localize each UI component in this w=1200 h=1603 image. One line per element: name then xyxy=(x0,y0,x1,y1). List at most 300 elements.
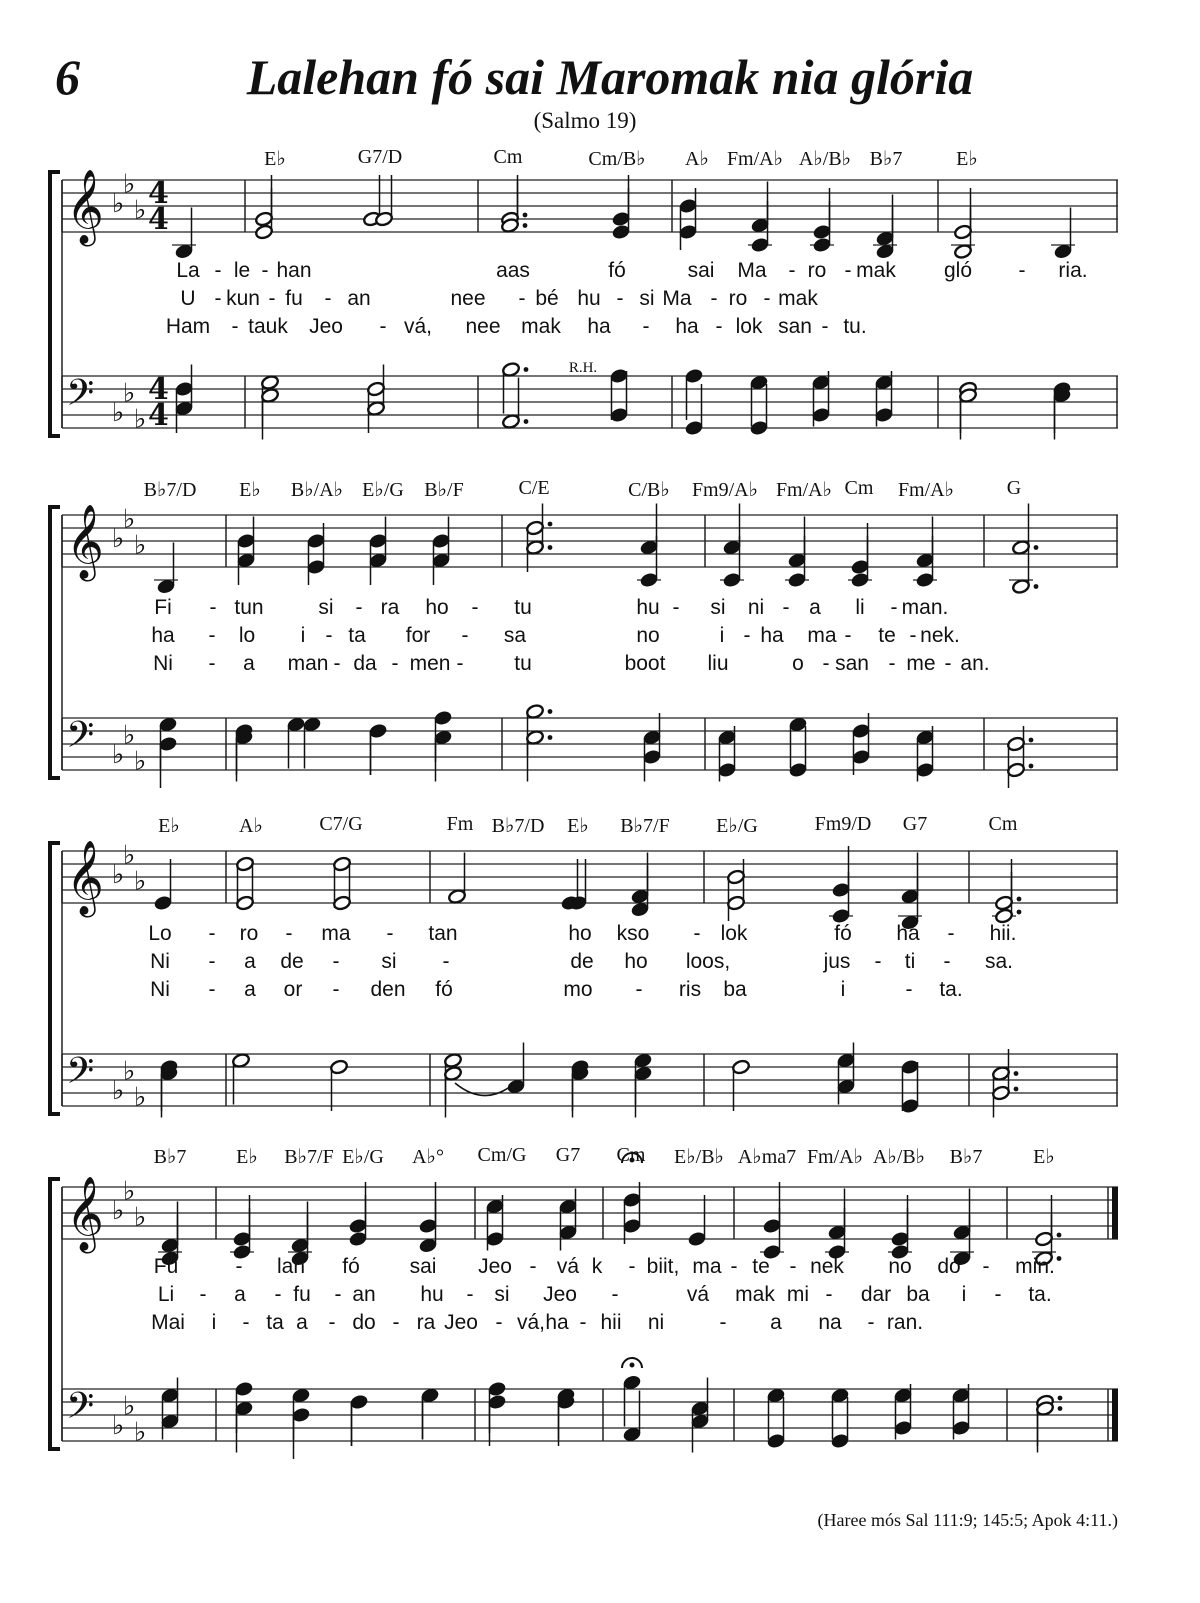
lyric-hyphen: - xyxy=(719,1311,727,1334)
lyric-hyphen: - xyxy=(642,315,650,338)
notehead xyxy=(952,1388,971,1404)
chord-symbol: E♭ xyxy=(1033,1146,1055,1168)
notehead xyxy=(727,869,746,885)
lyric-hyphen: - xyxy=(518,287,526,310)
lyric-hyphen: - xyxy=(628,1255,636,1278)
lyric-syllable: sai xyxy=(409,1255,437,1278)
lyric-hyphen: - xyxy=(334,1283,342,1306)
lyric-syllable: tu xyxy=(514,596,532,619)
lyric-hyphen: - xyxy=(208,978,216,1001)
lyric-syllable: Ham xyxy=(165,315,211,338)
lyric-hyphen: - xyxy=(392,1311,400,1334)
lyric-syllable: Mai xyxy=(151,1311,185,1334)
notehead xyxy=(727,895,746,911)
bass-clef-icon: 𝄢 xyxy=(66,1385,95,1436)
notehead xyxy=(434,710,453,726)
final-barline-thick xyxy=(1112,1187,1118,1239)
notehead xyxy=(261,388,280,404)
chord-symbol: B♭7 xyxy=(949,1146,983,1168)
chord-symbol: C/E xyxy=(518,477,550,499)
chord-symbol: Fm/A♭ xyxy=(897,479,955,501)
lyric-hyphen: - xyxy=(947,922,955,945)
flat-icon: ♭ xyxy=(134,746,147,777)
lyric-syllable: fó xyxy=(435,978,453,1001)
lyric-syllable: man xyxy=(287,652,329,675)
notehead xyxy=(634,1053,653,1069)
notehead xyxy=(369,723,388,739)
lyric-syllable: mak xyxy=(778,287,818,310)
flat-icon: ♭ xyxy=(134,1417,147,1448)
notehead xyxy=(812,407,831,423)
lyric-syllable: ma xyxy=(321,922,351,945)
dot xyxy=(524,367,529,372)
notehead xyxy=(369,553,388,569)
lyric-syllable: hii xyxy=(600,1311,622,1334)
lyric-hyphen: - xyxy=(982,1255,990,1278)
lyric-syllable: ran. xyxy=(886,1311,924,1334)
notehead xyxy=(789,762,808,778)
notehead xyxy=(623,1427,642,1443)
lyric-hyphen: - xyxy=(672,596,680,619)
hymn-subtitle: (Salmo 19) xyxy=(533,108,637,133)
notehead xyxy=(1012,540,1031,556)
notehead xyxy=(643,730,662,746)
lyric-hyphen: - xyxy=(268,287,276,310)
lyric-hyphen: - xyxy=(208,922,216,945)
lyric-syllable: jus xyxy=(823,950,851,973)
lyric-hyphen: - xyxy=(1018,259,1026,282)
chord-symbol: E♭/G xyxy=(342,1146,384,1168)
chord-symbol: G7/D xyxy=(357,146,403,168)
lyric-syllable: hu xyxy=(636,596,660,619)
notehead xyxy=(832,882,851,898)
dot xyxy=(524,419,529,424)
lyric-hyphen: - xyxy=(333,652,341,675)
lyric-hyphen: - xyxy=(763,287,771,310)
lyric-hyphen: - xyxy=(209,596,217,619)
chord-symbol: E♭ xyxy=(956,148,978,170)
lyric-syllable: fó xyxy=(608,259,626,282)
lyric-syllable: ni xyxy=(647,1311,665,1334)
lyric-hyphen: - xyxy=(199,1283,207,1306)
notehead xyxy=(623,1192,642,1208)
chord-symbol: Cm xyxy=(616,1144,646,1166)
lyric-syllable: ho xyxy=(568,922,592,945)
chord-symbol: E♭ xyxy=(158,815,180,837)
notehead xyxy=(488,1381,507,1397)
notehead xyxy=(367,401,386,417)
lyric-syllable: lo xyxy=(238,624,256,647)
lyric-hyphen: - xyxy=(208,652,216,675)
lyric-syllable: do xyxy=(352,1311,376,1334)
flat-icon: ♭ xyxy=(112,740,125,770)
flat-icon: ♭ xyxy=(112,860,125,890)
lyric-syllable: le xyxy=(233,259,251,282)
notehead xyxy=(292,1407,311,1423)
lyric-syllable: vá xyxy=(556,1255,580,1278)
chord-symbol: Cm xyxy=(493,146,523,168)
flat-icon: ♭ xyxy=(123,1056,136,1087)
notehead xyxy=(349,1218,368,1234)
notehead xyxy=(634,1066,653,1082)
notehead xyxy=(995,895,1014,911)
lyric-syllable: fó xyxy=(342,1255,360,1278)
time-signature: 4 xyxy=(148,372,169,407)
notehead xyxy=(1007,736,1026,752)
lyric-syllable: Jeo xyxy=(478,1255,512,1278)
notehead xyxy=(891,1231,910,1247)
lyric-syllable: ra xyxy=(380,596,400,619)
lyric-syllable: a xyxy=(296,1311,308,1334)
time-signature: 4 xyxy=(148,176,169,211)
notehead xyxy=(330,1059,349,1075)
notehead xyxy=(767,1433,786,1449)
lyric-syllable: i xyxy=(300,624,306,647)
flat-icon: ♭ xyxy=(123,840,136,871)
dot xyxy=(1017,897,1022,902)
notehead xyxy=(236,895,255,911)
lyric-syllable: si xyxy=(639,287,655,310)
lyric-syllable: lok xyxy=(735,315,763,338)
dot xyxy=(1034,584,1039,589)
notehead xyxy=(631,889,650,905)
final-barline-thick xyxy=(1112,1389,1118,1441)
notehead xyxy=(333,895,352,911)
notehead xyxy=(419,1238,438,1254)
lyric-hyphen: - xyxy=(386,922,394,945)
notehead xyxy=(367,381,386,397)
time-signature: 4 xyxy=(148,398,169,433)
notehead xyxy=(161,1414,180,1430)
chord-symbol: C7/G xyxy=(319,813,363,835)
chord-symbol: E♭/B♭ xyxy=(674,1146,724,1168)
chord-symbol: C/B♭ xyxy=(628,479,670,501)
lyric-hyphen: - xyxy=(214,287,222,310)
notehead xyxy=(688,1231,707,1247)
notehead xyxy=(610,368,629,384)
lyric-syllable: ha xyxy=(896,922,920,945)
lyric-hyphen: - xyxy=(715,315,723,338)
lyric-syllable: na xyxy=(818,1311,842,1334)
lyric-syllable: fu xyxy=(285,287,303,310)
lyric-syllable: hu xyxy=(420,1283,444,1306)
notehead xyxy=(486,1231,505,1247)
flat-icon: ♭ xyxy=(123,1176,136,1207)
chord-symbol: B♭/A♭ xyxy=(290,479,344,501)
lyric-syllable: Jeo xyxy=(309,315,343,338)
lyric-hyphen: - xyxy=(325,624,333,647)
lyric-syllable: vá, xyxy=(403,315,433,338)
lyric-hyphen: - xyxy=(495,1311,503,1334)
lyric-syllable: bé xyxy=(535,287,559,310)
chord-symbol: Cm/B♭ xyxy=(588,148,646,170)
lyric-hyphen: - xyxy=(994,1283,1002,1306)
chord-symbol: E♭ xyxy=(264,148,286,170)
notehead xyxy=(161,1238,180,1254)
lyric-syllable: no xyxy=(888,1255,912,1278)
notehead xyxy=(432,533,451,549)
lyric-syllable: tan xyxy=(428,922,458,945)
lyric-syllable: sa. xyxy=(984,950,1014,973)
notehead xyxy=(679,198,698,214)
bass-clef-icon: 𝄢 xyxy=(66,372,95,423)
notehead xyxy=(236,856,255,872)
flat-icon: ♭ xyxy=(112,1411,125,1441)
notehead xyxy=(812,375,831,391)
treble-clef-icon: 𝄞 xyxy=(66,841,104,915)
chord-symbol: E♭ xyxy=(567,815,589,837)
lyric-syllable: nee xyxy=(465,315,501,338)
notehead xyxy=(559,1225,578,1241)
lyric-hyphen: - xyxy=(235,1255,243,1278)
flat-icon: ♭ xyxy=(123,720,136,751)
lyric-syllable: mi xyxy=(786,1283,810,1306)
notehead xyxy=(235,1401,254,1417)
chord-symbol: Cm xyxy=(844,477,874,499)
notehead xyxy=(679,224,698,240)
lyric-hyphen: - xyxy=(943,950,951,973)
lyric-syllable: i xyxy=(961,1283,967,1306)
lyric-syllable: a xyxy=(770,1311,782,1334)
lyric-hyphen: - xyxy=(635,978,643,1001)
notehead xyxy=(292,1388,311,1404)
chord-symbol: B♭7/F xyxy=(620,815,670,837)
lyric-hyphen: - xyxy=(379,315,387,338)
dot xyxy=(1014,1071,1019,1076)
lyric-hyphen: - xyxy=(743,624,751,647)
lyric-syllable: vá xyxy=(686,1283,710,1306)
bass-clef-icon: 𝄢 xyxy=(66,1050,95,1101)
lyric-syllable: k xyxy=(591,1255,603,1278)
lyric-syllable: lan xyxy=(276,1255,306,1278)
lyric-hyphen: - xyxy=(611,1283,619,1306)
lyric-syllable: ta xyxy=(266,1311,284,1334)
lyric-syllable: ris xyxy=(678,978,702,1001)
flat-icon: ♭ xyxy=(123,1391,136,1422)
lyric-syllable: no xyxy=(636,624,660,647)
system-bracket xyxy=(50,507,60,778)
notehead xyxy=(526,540,545,556)
lyric-syllable: kso xyxy=(616,922,650,945)
notehead xyxy=(448,889,467,905)
lyric-syllable: ra xyxy=(416,1311,436,1334)
notehead xyxy=(159,736,178,752)
lyric-syllable: liu xyxy=(707,652,729,675)
chord-symbol: A♭ xyxy=(685,148,709,170)
lyric-syllable: si xyxy=(318,596,334,619)
lyric-syllable: U xyxy=(180,287,196,310)
notehead xyxy=(788,572,807,588)
notehead xyxy=(685,420,704,436)
lyric-syllable: san xyxy=(778,315,812,338)
lyric-hyphen: - xyxy=(890,596,898,619)
flat-icon: ♭ xyxy=(134,1082,147,1113)
flat-icon: ♭ xyxy=(112,189,125,219)
lyric-syllable: min. xyxy=(1015,1255,1055,1278)
chord-symbol: B♭7 xyxy=(869,148,903,170)
lyric-hyphen: - xyxy=(328,1311,336,1334)
notehead xyxy=(751,237,770,253)
lyric-hyphen: - xyxy=(214,259,222,282)
lyric-hyphen: - xyxy=(208,624,216,647)
notehead xyxy=(876,244,895,260)
lyric-syllable: a xyxy=(243,652,255,675)
lyric-syllable: Lo xyxy=(148,922,172,945)
chord-symbol: Fm/A♭ xyxy=(775,479,833,501)
lyric-hyphen: - xyxy=(261,259,269,282)
lyric-syllable: ha xyxy=(675,315,699,338)
lyric-hyphen: - xyxy=(782,596,790,619)
chord-symbol: G7 xyxy=(902,813,928,835)
flat-icon: ♭ xyxy=(112,1196,125,1226)
notehead xyxy=(303,717,322,733)
notehead xyxy=(718,762,737,778)
lyric-syllable: ha xyxy=(151,624,175,647)
lyric-hyphen: - xyxy=(231,315,239,338)
lyric-syllable: ma xyxy=(692,1255,722,1278)
notehead xyxy=(954,224,973,240)
flat-icon: ♭ xyxy=(123,169,136,200)
chord-symbol: E♭/G xyxy=(716,815,758,837)
lyric-syllable: aas xyxy=(496,259,530,282)
bass-clef-icon: 𝄢 xyxy=(66,714,95,765)
lyric-syllable: san xyxy=(835,652,869,675)
lyric-hyphen: - xyxy=(332,978,340,1001)
notehead xyxy=(953,1225,972,1241)
lyric-syllable: tun xyxy=(234,596,264,619)
lyric-syllable: ma xyxy=(807,624,837,647)
notehead xyxy=(154,895,173,911)
notehead xyxy=(831,1388,850,1404)
notehead xyxy=(255,211,274,227)
hymn-title: Lalehan fó sai Maromak nia glória xyxy=(246,49,974,105)
flat-icon: ♭ xyxy=(134,404,147,435)
notehead xyxy=(901,889,920,905)
notehead xyxy=(161,1388,180,1404)
lyric-syllable: tu. xyxy=(843,315,867,338)
lyric-syllable: ho xyxy=(425,596,449,619)
lyric-syllable: man. xyxy=(901,596,949,619)
lyric-syllable: nek xyxy=(810,1255,844,1278)
lyric-syllable: Ma xyxy=(662,287,692,310)
lyric-syllable: ro xyxy=(239,922,259,945)
notehead xyxy=(488,1394,507,1410)
lyric-syllable: ta. xyxy=(1028,1283,1052,1306)
lyric-syllable: ta. xyxy=(939,978,963,1001)
notehead xyxy=(894,1388,913,1404)
lyric-syllable: mak xyxy=(735,1283,775,1306)
notehead xyxy=(559,1199,578,1215)
notehead xyxy=(237,553,256,569)
lyric-hyphen: - xyxy=(461,624,469,647)
notehead xyxy=(992,1066,1011,1082)
flat-icon: ♭ xyxy=(112,398,125,428)
flat-icon: ♭ xyxy=(123,504,136,535)
notehead xyxy=(526,730,545,746)
notehead xyxy=(444,1066,463,1082)
notehead xyxy=(813,224,832,240)
lyric-hyphen: - xyxy=(466,1283,474,1306)
hymn-number: 6 xyxy=(55,49,80,105)
notehead xyxy=(1012,579,1031,595)
lyric-syllable: ni xyxy=(747,596,765,619)
notehead xyxy=(718,730,737,746)
notehead xyxy=(232,1053,251,1069)
notehead xyxy=(1054,244,1073,260)
notehead xyxy=(831,1433,850,1449)
lyric-syllable: si xyxy=(381,950,397,973)
chord-symbol: Fm/A♭ xyxy=(806,1146,864,1168)
notehead xyxy=(631,902,650,918)
lyric-syllable: me xyxy=(906,652,936,675)
chord-symbol: B♭7 xyxy=(153,1146,187,1168)
lyric-syllable: te xyxy=(752,1255,770,1278)
lyric-syllable: an xyxy=(347,287,371,310)
dot xyxy=(1057,1233,1062,1238)
notehead xyxy=(750,375,769,391)
lyric-syllable: biit, xyxy=(646,1255,680,1278)
lyric-syllable: da xyxy=(353,652,377,675)
notehead xyxy=(526,520,545,536)
notehead xyxy=(894,1420,913,1436)
notehead xyxy=(175,381,194,397)
lyric-syllable: de xyxy=(280,950,304,973)
dot xyxy=(548,735,553,740)
notehead xyxy=(851,572,870,588)
system-bracket xyxy=(50,1179,60,1449)
dot xyxy=(1017,910,1022,915)
notehead xyxy=(992,1085,1011,1101)
fermata-dot xyxy=(630,1363,635,1368)
lyric-syllable: ha xyxy=(545,1311,569,1334)
lyric-syllable: boot xyxy=(624,652,666,675)
lyric-syllable: Li xyxy=(157,1283,175,1306)
lyric-syllable: mo xyxy=(563,978,593,1001)
notehead xyxy=(732,1059,751,1075)
notehead xyxy=(369,533,388,549)
lyric-hyphen: - xyxy=(867,1311,875,1334)
lyric-syllable: lok xyxy=(720,922,748,945)
system-bracket xyxy=(50,172,60,436)
lyric-syllable: hu xyxy=(577,287,601,310)
flat-icon: ♭ xyxy=(134,1202,147,1233)
lyric-syllable: dar xyxy=(860,1283,892,1306)
treble-clef-icon: 𝄞 xyxy=(66,1177,104,1251)
lyric-syllable: Ni xyxy=(150,950,170,973)
notehead xyxy=(612,224,631,240)
lyric-syllable: ba xyxy=(906,1283,930,1306)
lyric-hyphen: - xyxy=(844,259,852,282)
lyric-syllable: ti xyxy=(904,950,916,973)
lyric-syllable: tu xyxy=(514,652,532,675)
lyric-syllable: nek. xyxy=(920,624,960,647)
lyric-hyphen: - xyxy=(579,1311,587,1334)
lyric-hyphen: - xyxy=(391,652,399,675)
notehead xyxy=(261,375,280,391)
lyric-syllable: ha xyxy=(760,624,784,647)
lyric-hyphen: - xyxy=(821,315,829,338)
lyric-hyphen: - xyxy=(208,950,216,973)
dot xyxy=(523,223,528,228)
lyric-syllable: an xyxy=(352,1283,376,1306)
lyric-syllable: sa xyxy=(503,624,527,647)
chord-symbol: Cm xyxy=(988,813,1018,835)
lyric-syllable: do xyxy=(937,1255,961,1278)
notehead xyxy=(291,1238,310,1254)
lyric-syllable: i xyxy=(719,624,725,647)
lyric-syllable: i xyxy=(840,978,846,1001)
notehead xyxy=(255,224,274,240)
